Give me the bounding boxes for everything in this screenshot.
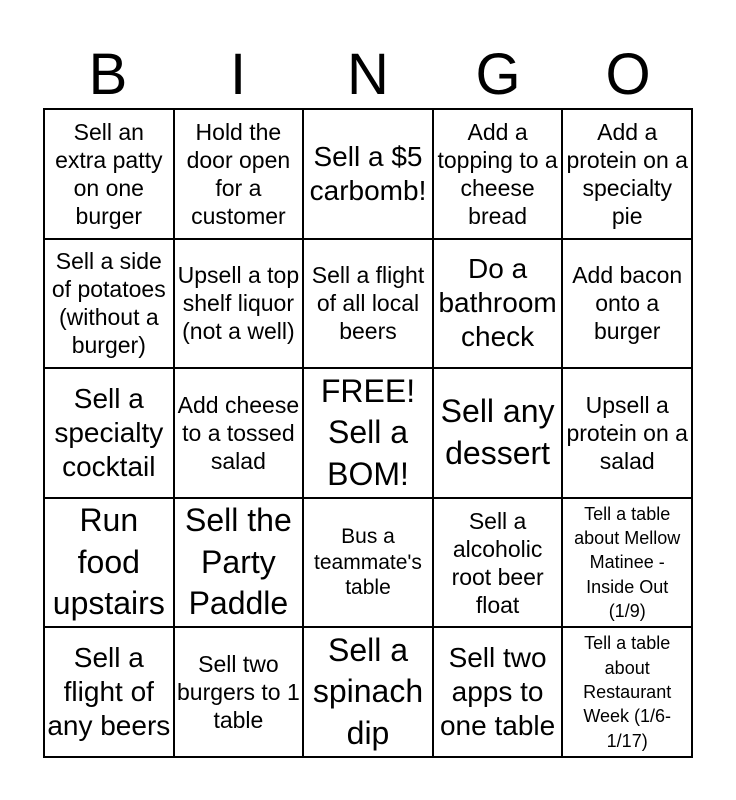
- bingo-cell[interactable]: Sell two apps to one table: [433, 627, 563, 757]
- bingo-cell[interactable]: Sell any dessert: [433, 368, 563, 498]
- bingo-cell[interactable]: Sell two burgers to 1 table: [174, 627, 304, 757]
- bingo-cell[interactable]: Sell a $5 carbomb!: [303, 109, 433, 239]
- bingo-cell[interactable]: Sell an extra patty on one burger: [44, 109, 174, 239]
- header-letter-g: G: [475, 42, 521, 107]
- bingo-cell[interactable]: Sell a side of potatoes (without a burger): [44, 239, 174, 369]
- bingo-cell[interactable]: Sell a flight of all local beers: [303, 239, 433, 369]
- bingo-cell[interactable]: Upsell a top shelf liquor (not a well): [174, 239, 304, 369]
- header-letter-n: N: [347, 42, 389, 107]
- bingo-cell[interactable]: Run food upstairs: [44, 498, 174, 628]
- bingo-header: [43, 40, 693, 110]
- header-letter-o: O: [605, 42, 651, 107]
- bingo-card: [43, 108, 693, 758]
- bingo-cell[interactable]: Upsell a protein on a salad: [562, 368, 692, 498]
- bingo-cell[interactable]: Do a bathroom check: [433, 239, 563, 369]
- header-letter-b: B: [88, 42, 128, 107]
- bingo-cell[interactable]: Add bacon onto a burger: [562, 239, 692, 369]
- bingo-cell[interactable]: Sell a specialty cocktail: [44, 368, 174, 498]
- header-letter-i: I: [229, 42, 247, 107]
- bingo-cell[interactable]: Sell a alcoholic root beer float: [433, 498, 563, 628]
- bingo-cell[interactable]: Sell a flight of any beers: [44, 627, 174, 757]
- bingo-cell[interactable]: Add a topping to a cheese bread: [433, 109, 563, 239]
- bingo-cell[interactable]: Tell a table about Restaurant Week (1/6-1/17): [562, 627, 692, 757]
- bingo-free-cell[interactable]: FREE! Sell a BOM!: [303, 368, 433, 498]
- bingo-cell[interactable]: Sell a spinach dip: [303, 627, 433, 757]
- bingo-cell[interactable]: Bus a teammate's table: [303, 498, 433, 628]
- bingo-cell[interactable]: Hold the door open for a customer: [174, 109, 304, 239]
- bingo-cell[interactable]: Add a protein on a specialty pie: [562, 109, 692, 239]
- bingo-cell[interactable]: Sell the Party Paddle: [174, 498, 304, 628]
- bingo-cell[interactable]: Tell a table about Mellow Matinee - Inside Out (1/9): [562, 498, 692, 628]
- bingo-cell[interactable]: Add cheese to a tossed salad: [174, 368, 304, 498]
